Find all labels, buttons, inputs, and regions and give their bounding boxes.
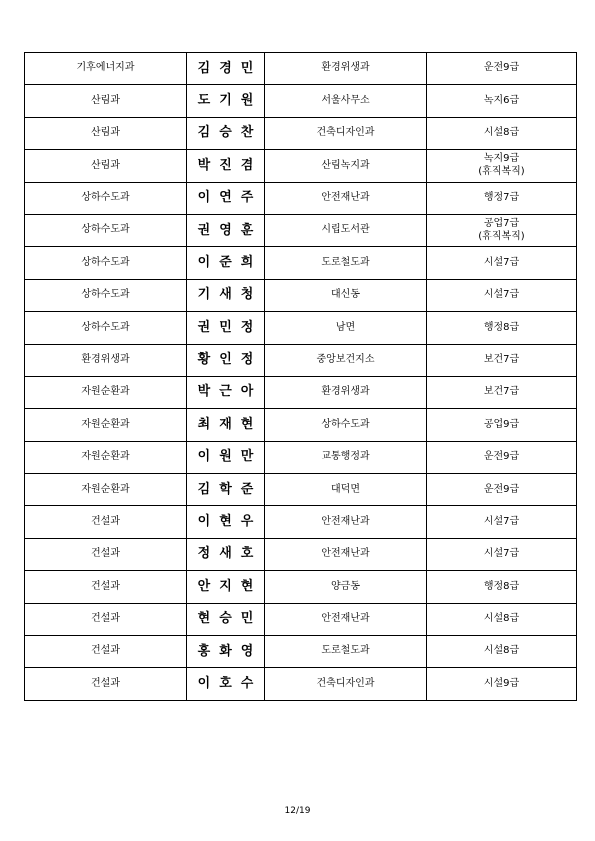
table-row: [25, 182, 577, 214]
table-row: [25, 668, 577, 700]
grade-cell: [427, 117, 577, 149]
page-number: 12/19: [284, 806, 311, 816]
employee-name-cell: 안지현: [187, 571, 265, 603]
new-department-cell: 산림녹지과: [265, 150, 427, 182]
grade-label: 시설8급: [483, 613, 520, 625]
new-department-cell: 상하수도과: [265, 409, 427, 441]
table-row: [25, 441, 577, 473]
employee-name-cell: 권영훈: [187, 214, 265, 246]
grade-cell: [427, 214, 577, 246]
grade-label: 공업9급: [483, 418, 520, 430]
grade-label: 녹지9급: [483, 153, 520, 165]
grade-cell: [427, 279, 577, 311]
grade-label: 공업7급: [483, 218, 520, 230]
grade-cell: [427, 376, 577, 408]
grade-label: 시설7급: [483, 289, 520, 301]
employee-name-cell: 박진겸: [187, 150, 265, 182]
table-row: [25, 538, 577, 570]
grade-label: 시설7급: [483, 548, 520, 560]
previous-department-cell: 기후에너지과: [25, 53, 187, 85]
previous-department-cell: 환경위생과: [25, 344, 187, 376]
previous-department-cell: 상하수도과: [25, 182, 187, 214]
previous-department-cell: 자원순환과: [25, 441, 187, 473]
employee-name-cell: 권민정: [187, 312, 265, 344]
previous-department-cell: 산림과: [25, 85, 187, 117]
grade-label: 보건7급: [483, 353, 520, 365]
grade-label: 시설8급: [483, 645, 520, 657]
table-row: [25, 279, 577, 311]
previous-department-cell: 산림과: [25, 150, 187, 182]
grade-label: 행정8급: [483, 321, 520, 333]
previous-department-cell: 건설과: [25, 538, 187, 570]
previous-department-cell: 건설과: [25, 636, 187, 668]
table-row: [25, 117, 577, 149]
table-row: [25, 376, 577, 408]
grade-label: 행정8급: [483, 580, 520, 592]
new-department-cell: 건축디자인과: [265, 668, 427, 700]
grade-cell: [427, 409, 577, 441]
grade-label: 운전9급: [483, 451, 520, 463]
personnel-table: [24, 52, 577, 701]
table-row: [25, 603, 577, 635]
grade-cell: [427, 85, 577, 117]
grade-note: (휴직복직): [478, 230, 525, 242]
new-department-cell: 중앙보건지소: [265, 344, 427, 376]
previous-department-cell: 건설과: [25, 603, 187, 635]
grade-label: 행정7급: [483, 192, 520, 203]
table-row: [25, 85, 577, 117]
new-department-cell: 도로철도과: [265, 247, 427, 279]
new-department-cell: 안전재난과: [265, 506, 427, 538]
previous-department-cell: 자원순환과: [25, 409, 187, 441]
employee-name-cell: 이현우: [187, 506, 265, 538]
new-department-cell: 안전재난과: [265, 182, 427, 214]
new-department-cell: 대덕면: [265, 474, 427, 506]
grade-label: 시설8급: [483, 127, 520, 139]
table-row: [25, 571, 577, 603]
grade-cell: [427, 538, 577, 570]
employee-name-cell: 기새청: [187, 279, 265, 311]
grade-label: 시설7급: [483, 515, 520, 527]
previous-department-cell: 건설과: [25, 506, 187, 538]
table-row: [25, 474, 577, 506]
grade-label: 보건7급: [483, 386, 520, 398]
previous-department-cell: 건설과: [25, 571, 187, 603]
grade-cell: [427, 150, 577, 182]
employee-name-cell: 김학준: [187, 474, 265, 506]
personnel-table-body: [25, 53, 577, 701]
table-row: [25, 636, 577, 668]
grade-note: (휴직복직): [478, 165, 525, 177]
employee-name-cell: 정새호: [187, 538, 265, 570]
new-department-cell: 도로철도과: [265, 636, 427, 668]
new-department-cell: 남면: [265, 312, 427, 344]
grade-label: 녹지6급: [483, 94, 520, 106]
table-row: [25, 214, 577, 246]
employee-name-cell: 홍화영: [187, 636, 265, 668]
grade-label: 시설7급: [483, 256, 520, 268]
previous-department-cell: 자원순환과: [25, 376, 187, 408]
grade-cell: [427, 603, 577, 635]
grade-cell: [427, 571, 577, 603]
employee-name-cell: 이원만: [187, 441, 265, 473]
grade-cell: [427, 441, 577, 473]
previous-department-cell: 상하수도과: [25, 214, 187, 246]
table-row: [25, 150, 577, 182]
employee-name-cell: 최재현: [187, 409, 265, 441]
table-row: [25, 409, 577, 441]
grade-label: 시설9급: [483, 677, 520, 689]
previous-department-cell: 자원순환과: [25, 474, 187, 506]
grade-cell: [427, 344, 577, 376]
table-row: [25, 247, 577, 279]
grade-cell: [427, 247, 577, 279]
new-department-cell: 환경위생과: [265, 53, 427, 85]
grade-label: 운전9급: [483, 62, 520, 74]
previous-department-cell: 상하수도과: [25, 279, 187, 311]
employee-name-cell: 김승찬: [187, 117, 265, 149]
employee-name-cell: 이호수: [187, 668, 265, 700]
employee-name-cell: 도기원: [187, 85, 265, 117]
new-department-cell: 안전재난과: [265, 538, 427, 570]
new-department-cell: 건축디자인과: [265, 117, 427, 149]
new-department-cell: 교통행정과: [265, 441, 427, 473]
new-department-cell: 서울사무소: [265, 85, 427, 117]
grade-cell: [427, 312, 577, 344]
new-department-cell: 대신동: [265, 279, 427, 311]
employee-name-cell: 이준희: [187, 247, 265, 279]
grade-cell: [427, 474, 577, 506]
previous-department-cell: 상하수도과: [25, 247, 187, 279]
new-department-cell: 시립도서관: [265, 214, 427, 246]
table-row: [25, 53, 577, 85]
grade-cell: [427, 53, 577, 85]
previous-department-cell: 산림과: [25, 117, 187, 149]
new-department-cell: 양금동: [265, 571, 427, 603]
grade-label: 운전9급: [483, 483, 520, 495]
grade-cell: [427, 668, 577, 700]
table-row: [25, 344, 577, 376]
grade-cell: [427, 636, 577, 668]
new-department-cell: 환경위생과: [265, 376, 427, 408]
employee-name-cell: 이연주: [187, 182, 265, 214]
employee-name-cell: 박근아: [187, 376, 265, 408]
table-row: [25, 506, 577, 538]
grade-cell: [427, 182, 577, 214]
previous-department-cell: 상하수도과: [25, 312, 187, 344]
table-row: [25, 312, 577, 344]
employee-name-cell: 황인정: [187, 344, 265, 376]
employee-name-cell: 현승민: [187, 603, 265, 635]
previous-department-cell: 건설과: [25, 668, 187, 700]
new-department-cell: 안전재난과: [265, 603, 427, 635]
grade-cell: [427, 506, 577, 538]
employee-name-cell: 김경민: [187, 53, 265, 85]
